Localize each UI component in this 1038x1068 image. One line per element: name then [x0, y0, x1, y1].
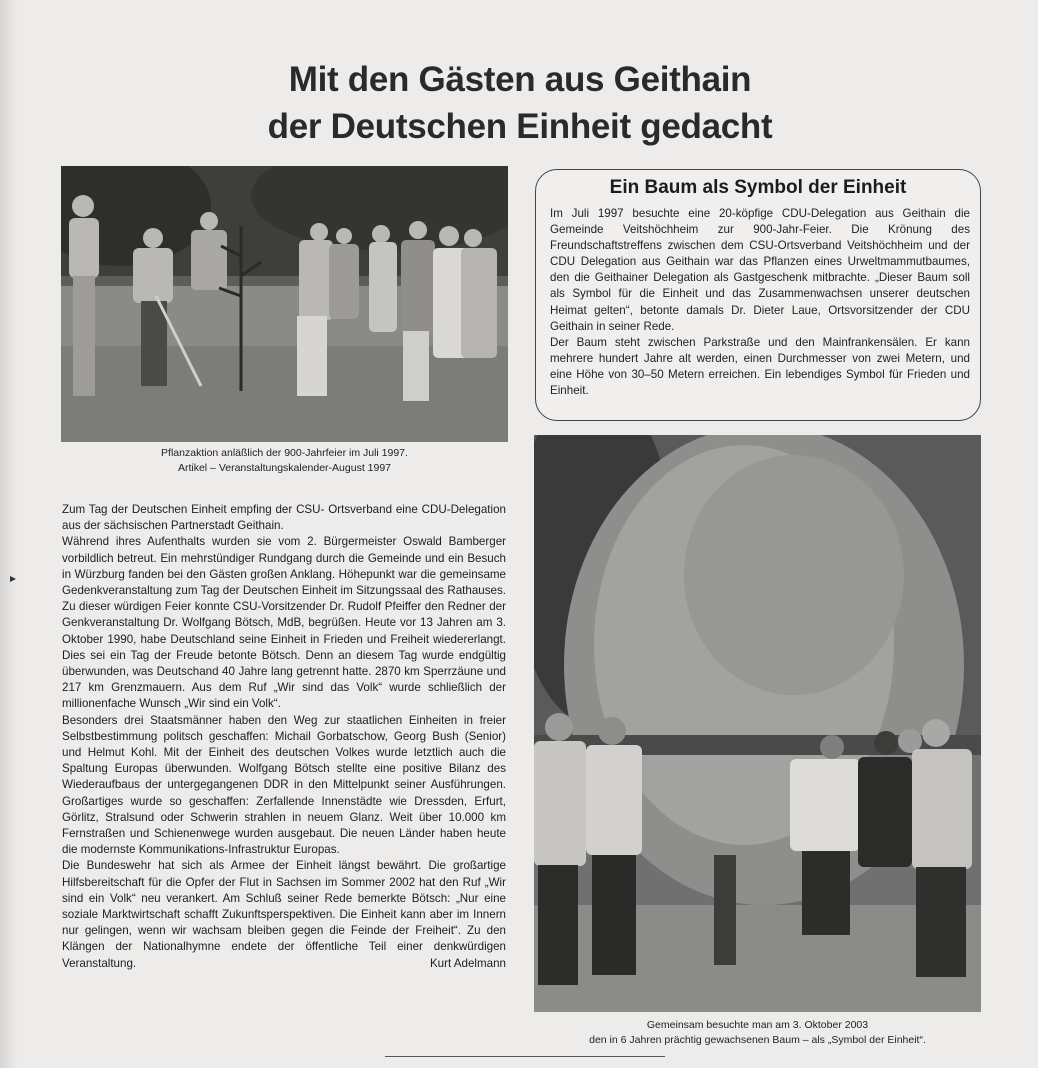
grown-tree-photo	[534, 435, 981, 1012]
grown-tree-caption	[534, 1018, 981, 1048]
sidebar-paragraph-2: Der Baum steht zwischen Parkstraße und den Mainfrankensälen. Er kann mehrere hundert Jahre alt werden, einen Durchmesser von zwei Metern, und eine Höhe von 30–50 Metern erreichen. Ein lebendiges Symbol für Frieden und Einheit.	[550, 335, 970, 398]
article-author: Kurt Adelmann	[429, 956, 506, 970]
tree-planting-caption-line-2: Artikel – Veranstaltungskalender-August 1997	[177, 462, 392, 474]
tree-planting-caption	[61, 446, 508, 476]
article-paragraph-2: Während ihres Aufenthalts wurden sie vom 2. Bürgermeister Oswald Bamberger vorbildlich betreut. Ein mehrstündiger Rundgang durch die Gemeinde und ein Besuch in Würzburg fanden bei den Gästen großen Anklang. Höhepunkt war die gemeinsame Gedenkveranstaltung zum Tag der Deutschen Einheit im Sitzungssaal des Rathauses. Zu dieser würdigen Feier konnte CSU-Vorsitzender Dr. Rudolf Pfeiffer den Redner der Genkveranstaltung Dr. Wolfgang Bötsch, MdB, begrüßen. Heute vor 13 Jahren am 3. Oktober 1990, habe Deutschland seine Einheit in Frieden und Freiheit wiedererlangt. Dies sei ein Tag der Freude betonte Bötsch. Denn an diesem Tag wurde endgültig überwunden, was Deutschand 40 Jahre lang getrennt hatte. 2870 km Sperrzäune und 217 km Grenzmauern. Aus dem Ruf „Wir sind das Volk“ wurde schließlich der millionenfache Wunsch „Wir sind ein Volk“.	[62, 535, 506, 711]
article-paragraph-3: Besonders drei Staatsmänner haben den Weg zur staatlichen Einheiten in freier Selbstbestimmung politsch geschaffen: Michail Gorbatschow, Georg Bush (Senior) und Helmut Kohl. Mit der Einheit des deutschen Volkes wurde letztlich auch die Spaltung Europas überwunden. Wolfgang Bötsch stellte eine positive Bilanz des Wiederaufbaus der untergegangenen DDR in den Mittelpunkt seiner Ausführungen. Großartiges wurde so geschaffen: Zerfallende Innenstädte wie Dressden, Erfurt, Görlitz, Stralsund oder Schwerin strahlen in neuem Glanz. Weit über 10.000 km Fernstraßen und Schienenwege wurden ausgebaut. Die neuen Länder haben heute die modernste Kommunikations-Infrastruktur Europas.	[62, 713, 506, 857]
headline-line-1: Mit den Gästen aus Geithain	[288, 60, 752, 99]
grown-tree-photo-image	[534, 435, 981, 1012]
scan-edge	[0, 0, 18, 1068]
tree-planting-photo	[61, 166, 508, 442]
sidebar-box-title: Ein Baum als Symbol der Einheit	[609, 177, 907, 198]
tree-planting-photo-image	[61, 166, 508, 442]
page-headline	[120, 56, 920, 150]
sidebar-box-text	[550, 206, 970, 399]
grown-tree-caption-line-1: Gemeinsam besuchte man am 3. Oktober 2003	[646, 1019, 869, 1031]
article-body	[62, 502, 506, 972]
article-paragraph-4: Die Bundeswehr hat sich als Armee der Einheit längst bewährt. Die großartige Hilfsbereitschaft für die Opfer der Flut in Sachsen im Sommer 2002 hat den Ruf „Wir sind ein Volk“ neu verankert. Am Schluß seiner Rede bemerkte Bötsch: „Nur eine soziale Marktwirtschaft schafft Zukunftsperspektiven. Die Einheit kann aber im Innern nur gelingen, wenn wir wachsam bleiben gegen die Feinde der Freiheit“. Zu den Klängen der Nationalhymne endete der öffentliche Teil einer denkwürdigen Veranstaltung.	[62, 859, 506, 970]
headline-line-2: der Deutschen Einheit gedacht	[267, 107, 773, 146]
tree-planting-caption-line-1: Pflanzaktion anläßlich der 900-Jahrfeier im Juli 1997.	[161, 447, 408, 459]
sidebar-box	[535, 169, 981, 421]
article-paragraph-1: Zum Tag der Deutschen Einheit empfing der CSU- Ortsverband eine CDU-Delegation aus der sächsischen Partnerstadt Geithain.	[62, 503, 506, 533]
grown-tree-caption-line-2: den in 6 Jahren prächtig gewachsenen Baum – als „Symbol der Einheit“.	[589, 1034, 926, 1046]
margin-marker	[10, 576, 16, 582]
sidebar-paragraph-1: Im Juli 1997 besuchte eine 20-köpfige CDU-Delegation aus Geithain die Gemeinde Veitshöchheim zur 900-Jahr-Feier. Die Krönung des Freundschaftstreffens zwischen dem CSU-Ortsverband Veitshöchheim und der CDU Delegation aus Geithain war das Pflanzen eines Urweltmammutbaumes, den die Geithainer Delegation als Gastgeschenk mitbrachte. „Dieser Baum soll als Symbol für die Einheit und das Zusammenwachsen unserer deutschen Heimat gelten“, betonte damals Dr. Dieter Laue, Ortsvorsitzender der CDU Geithain in seiner Rede.	[550, 207, 970, 333]
bottom-rule	[385, 1056, 665, 1057]
